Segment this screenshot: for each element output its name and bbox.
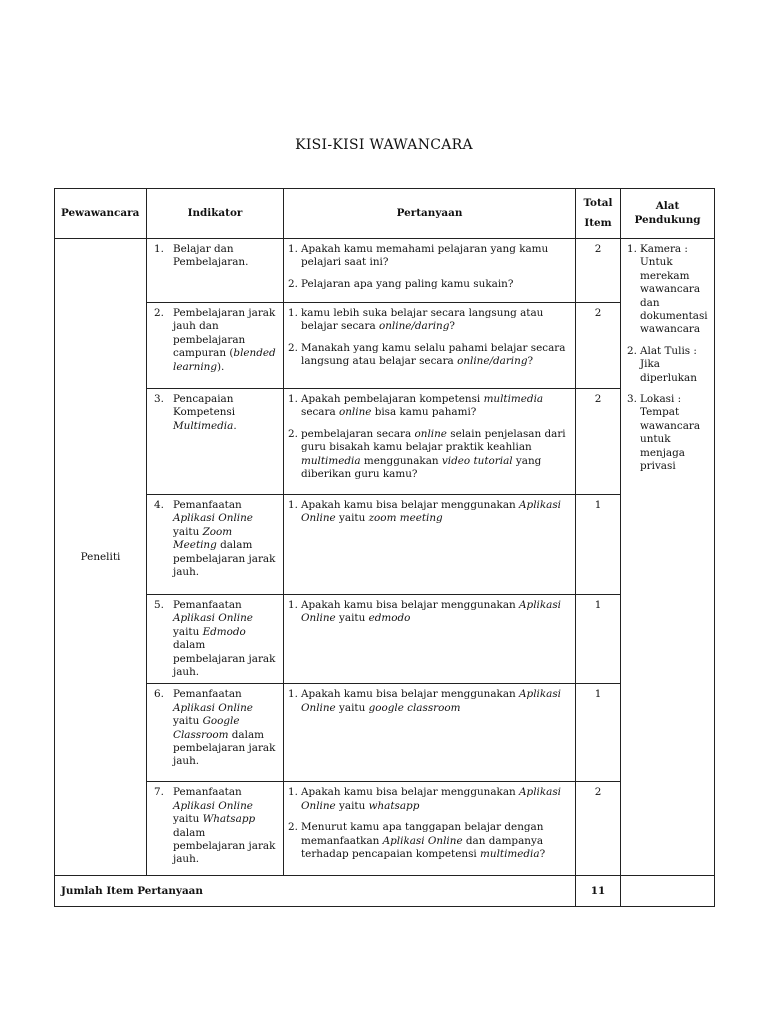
italic-text: Aplikasi Online xyxy=(301,599,561,625)
table-row xyxy=(55,303,715,389)
footer-total: 11 xyxy=(576,876,621,907)
question-number: 1. xyxy=(288,393,298,405)
italic-text: zoom meeting xyxy=(368,512,443,525)
question-item xyxy=(288,307,569,334)
text-part: Pemanfaatan xyxy=(173,688,242,701)
alat-item xyxy=(627,345,710,385)
text-part: yaitu xyxy=(173,525,203,538)
text-part: Menurut kamu apa tanggapan belajar dengan memanfaatkan xyxy=(301,821,544,847)
alat-item xyxy=(627,393,710,473)
alat-number: 2. xyxy=(627,344,637,357)
question-text xyxy=(301,599,569,626)
text-part: Pembelajaran jarak jauh dan pembelajaran campuran ( xyxy=(173,307,276,360)
question-text xyxy=(301,243,569,270)
text-part: Pemanfaatan xyxy=(173,786,242,799)
question-item xyxy=(288,342,569,369)
indikator-number: 5. xyxy=(154,599,164,611)
italic-text: multimedia xyxy=(480,848,540,861)
question-text xyxy=(301,428,569,482)
question-number: 2. xyxy=(288,341,298,354)
total-item-cell: 2 xyxy=(576,389,621,495)
table-row xyxy=(55,782,715,876)
indikator-number: 2. xyxy=(154,307,164,319)
indikator-number: 6. xyxy=(154,688,164,701)
question-text xyxy=(301,688,569,715)
indikator-item xyxy=(154,688,279,768)
question-text xyxy=(301,821,569,861)
question-number: 1. xyxy=(288,499,298,511)
italic-text: Aplikasi Online xyxy=(301,786,561,812)
indikator-cell xyxy=(147,495,284,595)
total-item-cell: 2 xyxy=(576,303,621,389)
italic-text: Google Classroom xyxy=(173,715,240,741)
total-item-cell: 1 xyxy=(576,595,621,684)
italic-text: Multimedia xyxy=(173,419,234,432)
total-item-cell: 1 xyxy=(576,684,621,782)
text-part: Manakah yang kamu selalu pahami belajar secara langsung atau belajar secara xyxy=(301,341,566,368)
text-part: yaitu xyxy=(173,625,203,638)
question-number: 1. xyxy=(288,307,298,319)
text-part: Apakah kamu bisa belajar menggunakan xyxy=(301,499,520,511)
header-row xyxy=(55,189,715,239)
indikator-item xyxy=(154,499,279,579)
text-part: Pencapaian Kompetensi xyxy=(173,393,236,419)
italic-text: online/daring xyxy=(378,320,450,333)
text-part: yaitu xyxy=(173,715,203,728)
question-item xyxy=(288,599,569,626)
pertanyaan-cell xyxy=(284,495,576,595)
table-row xyxy=(55,495,715,595)
header-alat-line1: Alat xyxy=(655,200,680,213)
text-part: bisa kamu pahami? xyxy=(371,406,477,419)
text-part: secara xyxy=(301,406,339,419)
page-title: KISI-KISI WAWANCARA xyxy=(295,137,473,153)
question-number: 2. xyxy=(288,427,298,440)
text-part: ? xyxy=(539,848,546,861)
question-item xyxy=(288,821,569,861)
text-part: menggunakan xyxy=(360,454,442,467)
italic-text: video tutorial xyxy=(441,454,513,467)
total-item-cell: 2 xyxy=(576,782,621,876)
text-part: Pemanfaatan xyxy=(173,599,242,611)
question-number: 2. xyxy=(288,821,298,834)
alat-pendukung-cell xyxy=(621,239,715,876)
indikator-text xyxy=(173,393,279,433)
header-pewawancara: Pewawancara xyxy=(55,189,147,239)
question-number: 1. xyxy=(288,599,298,611)
italic-text: online xyxy=(414,427,447,440)
pertanyaan-cell xyxy=(284,389,576,495)
pertanyaan-cell xyxy=(284,239,576,303)
text-part: pembelajaran secara xyxy=(301,427,415,440)
question-text xyxy=(301,786,569,813)
indikator-text xyxy=(173,307,279,374)
alat-number: 3. xyxy=(627,393,637,406)
indikator-text xyxy=(173,243,279,270)
text-part: ? xyxy=(527,355,534,368)
text-part: dalam pembelajaran jarak jauh. xyxy=(173,826,276,866)
alat-text: Kamera : Untuk merekam wawancara dan dokumentasi wawancara xyxy=(640,243,708,336)
question-item xyxy=(288,393,569,420)
italic-text: Zoom Meeting xyxy=(173,525,233,552)
total-item-cell: 2 xyxy=(576,239,621,303)
italic-text: Aplikasi Online xyxy=(173,701,253,714)
text-part: yaitu xyxy=(335,799,369,812)
text-part: Apakah kamu memahami pelajaran yang kamu pelajari saat ini? xyxy=(301,243,549,269)
indikator-cell xyxy=(147,595,284,684)
table-row xyxy=(55,684,715,782)
interview-grid-table xyxy=(54,188,715,907)
indikator-text xyxy=(173,786,279,866)
italic-text: Whatsapp xyxy=(202,813,256,826)
header-alat-line2: Pendukung xyxy=(634,213,701,226)
text-part: Pemanfaatan xyxy=(173,499,242,511)
text-part: Pelajaran apa yang paling kamu sukain? xyxy=(301,277,514,290)
indikator-cell xyxy=(147,303,284,389)
header-total-item xyxy=(576,189,621,239)
indikator-text xyxy=(173,499,279,579)
italic-text: Edmodo xyxy=(202,625,246,638)
indikator-item xyxy=(154,599,279,679)
italic-text: online/daring xyxy=(457,355,528,368)
question-text xyxy=(301,307,569,334)
pertanyaan-cell xyxy=(284,595,576,684)
table-row xyxy=(55,595,715,684)
question-number: 2. xyxy=(288,277,298,290)
pewawancara-cell: Peneliti xyxy=(55,239,147,876)
italic-text: Aplikasi Online xyxy=(382,834,463,847)
question-text xyxy=(301,342,569,369)
question-item xyxy=(288,499,569,526)
text-part: dalam pembelajaran jarak jauh. xyxy=(173,539,276,579)
question-item xyxy=(288,428,569,482)
alat-item xyxy=(627,243,710,337)
question-number: 1. xyxy=(288,786,298,799)
text-part: yaitu xyxy=(335,612,369,625)
italic-text: Aplikasi Online xyxy=(301,499,561,525)
indikator-item xyxy=(154,786,279,866)
text-part: . xyxy=(233,419,237,432)
alat-text: Lokasi : Tempat wawancara untuk menjaga privasi xyxy=(640,393,701,473)
header-total-line1: Total xyxy=(583,197,613,210)
footer-empty-cell xyxy=(621,876,715,907)
question-text xyxy=(301,278,513,291)
question-number: 1. xyxy=(288,688,298,701)
header-pertanyaan: Pertanyaan xyxy=(284,189,576,239)
header-total-line2: Item xyxy=(584,216,612,229)
italic-text: Aplikasi Online xyxy=(173,799,253,812)
italic-text: google classroom xyxy=(368,701,461,714)
indikator-item xyxy=(154,243,279,270)
pertanyaan-cell xyxy=(284,684,576,782)
text-part: Apakah kamu bisa belajar menggunakan xyxy=(301,599,520,611)
pertanyaan-cell xyxy=(284,303,576,389)
text-part: yaitu xyxy=(335,701,369,714)
text-part: ). xyxy=(217,360,225,373)
italic-text: online xyxy=(338,406,372,419)
indikator-text xyxy=(173,688,279,768)
text-part: yang diberikan guru kamu? xyxy=(301,454,542,481)
alat-text: Alat Tulis : Jika diperlukan xyxy=(640,344,697,384)
text-part: dalam pembelajaran jarak jauh. xyxy=(173,728,276,768)
table-row xyxy=(55,239,715,303)
italic-text: multimedia xyxy=(301,454,361,467)
indikator-cell xyxy=(147,239,284,303)
italic-text: whatsapp xyxy=(368,799,420,812)
total-item-cell: 1 xyxy=(576,495,621,595)
text-part: dan dampanya terhadap pencapaian kompetensi xyxy=(301,834,544,861)
italic-text: Aplikasi Online xyxy=(301,688,561,714)
text-part: Apakah kamu bisa belajar menggunakan xyxy=(301,688,520,701)
indikator-number: 3. xyxy=(154,393,164,405)
question-item xyxy=(288,243,569,270)
question-number: 1. xyxy=(288,243,298,255)
text-part: Belajar dan Pembelajaran. xyxy=(173,243,249,269)
italic-text: multimedia xyxy=(483,393,544,405)
indikator-cell xyxy=(147,782,284,876)
indikator-item xyxy=(154,393,279,433)
text-part: selain penjelasan dari guru bisakah kamu belajar praktik keahlian xyxy=(301,427,566,454)
indikator-item xyxy=(154,307,279,374)
text-part: ? xyxy=(449,320,455,333)
header-indikator: Indikator xyxy=(147,189,284,239)
footer-label: Jumlah Item Pertanyaan xyxy=(55,876,576,907)
header-alat-pendukung xyxy=(621,189,715,239)
italic-text: Aplikasi Online xyxy=(173,612,253,625)
table-row xyxy=(55,389,715,495)
question-text xyxy=(301,393,569,420)
indikator-cell xyxy=(147,389,284,495)
question-item xyxy=(288,278,569,291)
indikator-number: 7. xyxy=(154,786,164,799)
text-part: Apakah pembelajaran kompetensi xyxy=(301,393,484,405)
text-part: yaitu xyxy=(335,512,369,525)
text-part: dalam pembelajaran jarak jauh. xyxy=(173,639,276,679)
text-part: kamu lebih suka belajar secara langsung atau belajar secara xyxy=(301,307,544,333)
italic-text: Aplikasi Online xyxy=(173,512,253,525)
indikator-number: 1. xyxy=(154,243,164,255)
indikator-text xyxy=(173,599,279,679)
italic-text: blended learning xyxy=(173,347,276,373)
question-item xyxy=(288,688,569,715)
italic-text: edmodo xyxy=(368,612,411,625)
alat-number: 1. xyxy=(627,243,637,255)
indikator-cell xyxy=(147,684,284,782)
text-part: yaitu xyxy=(173,813,203,826)
question-item xyxy=(288,786,569,813)
text-part: Apakah kamu bisa belajar menggunakan xyxy=(301,786,520,799)
footer-row xyxy=(55,876,715,907)
indikator-number: 4. xyxy=(154,499,164,511)
question-text xyxy=(301,499,569,526)
pertanyaan-cell xyxy=(284,782,576,876)
